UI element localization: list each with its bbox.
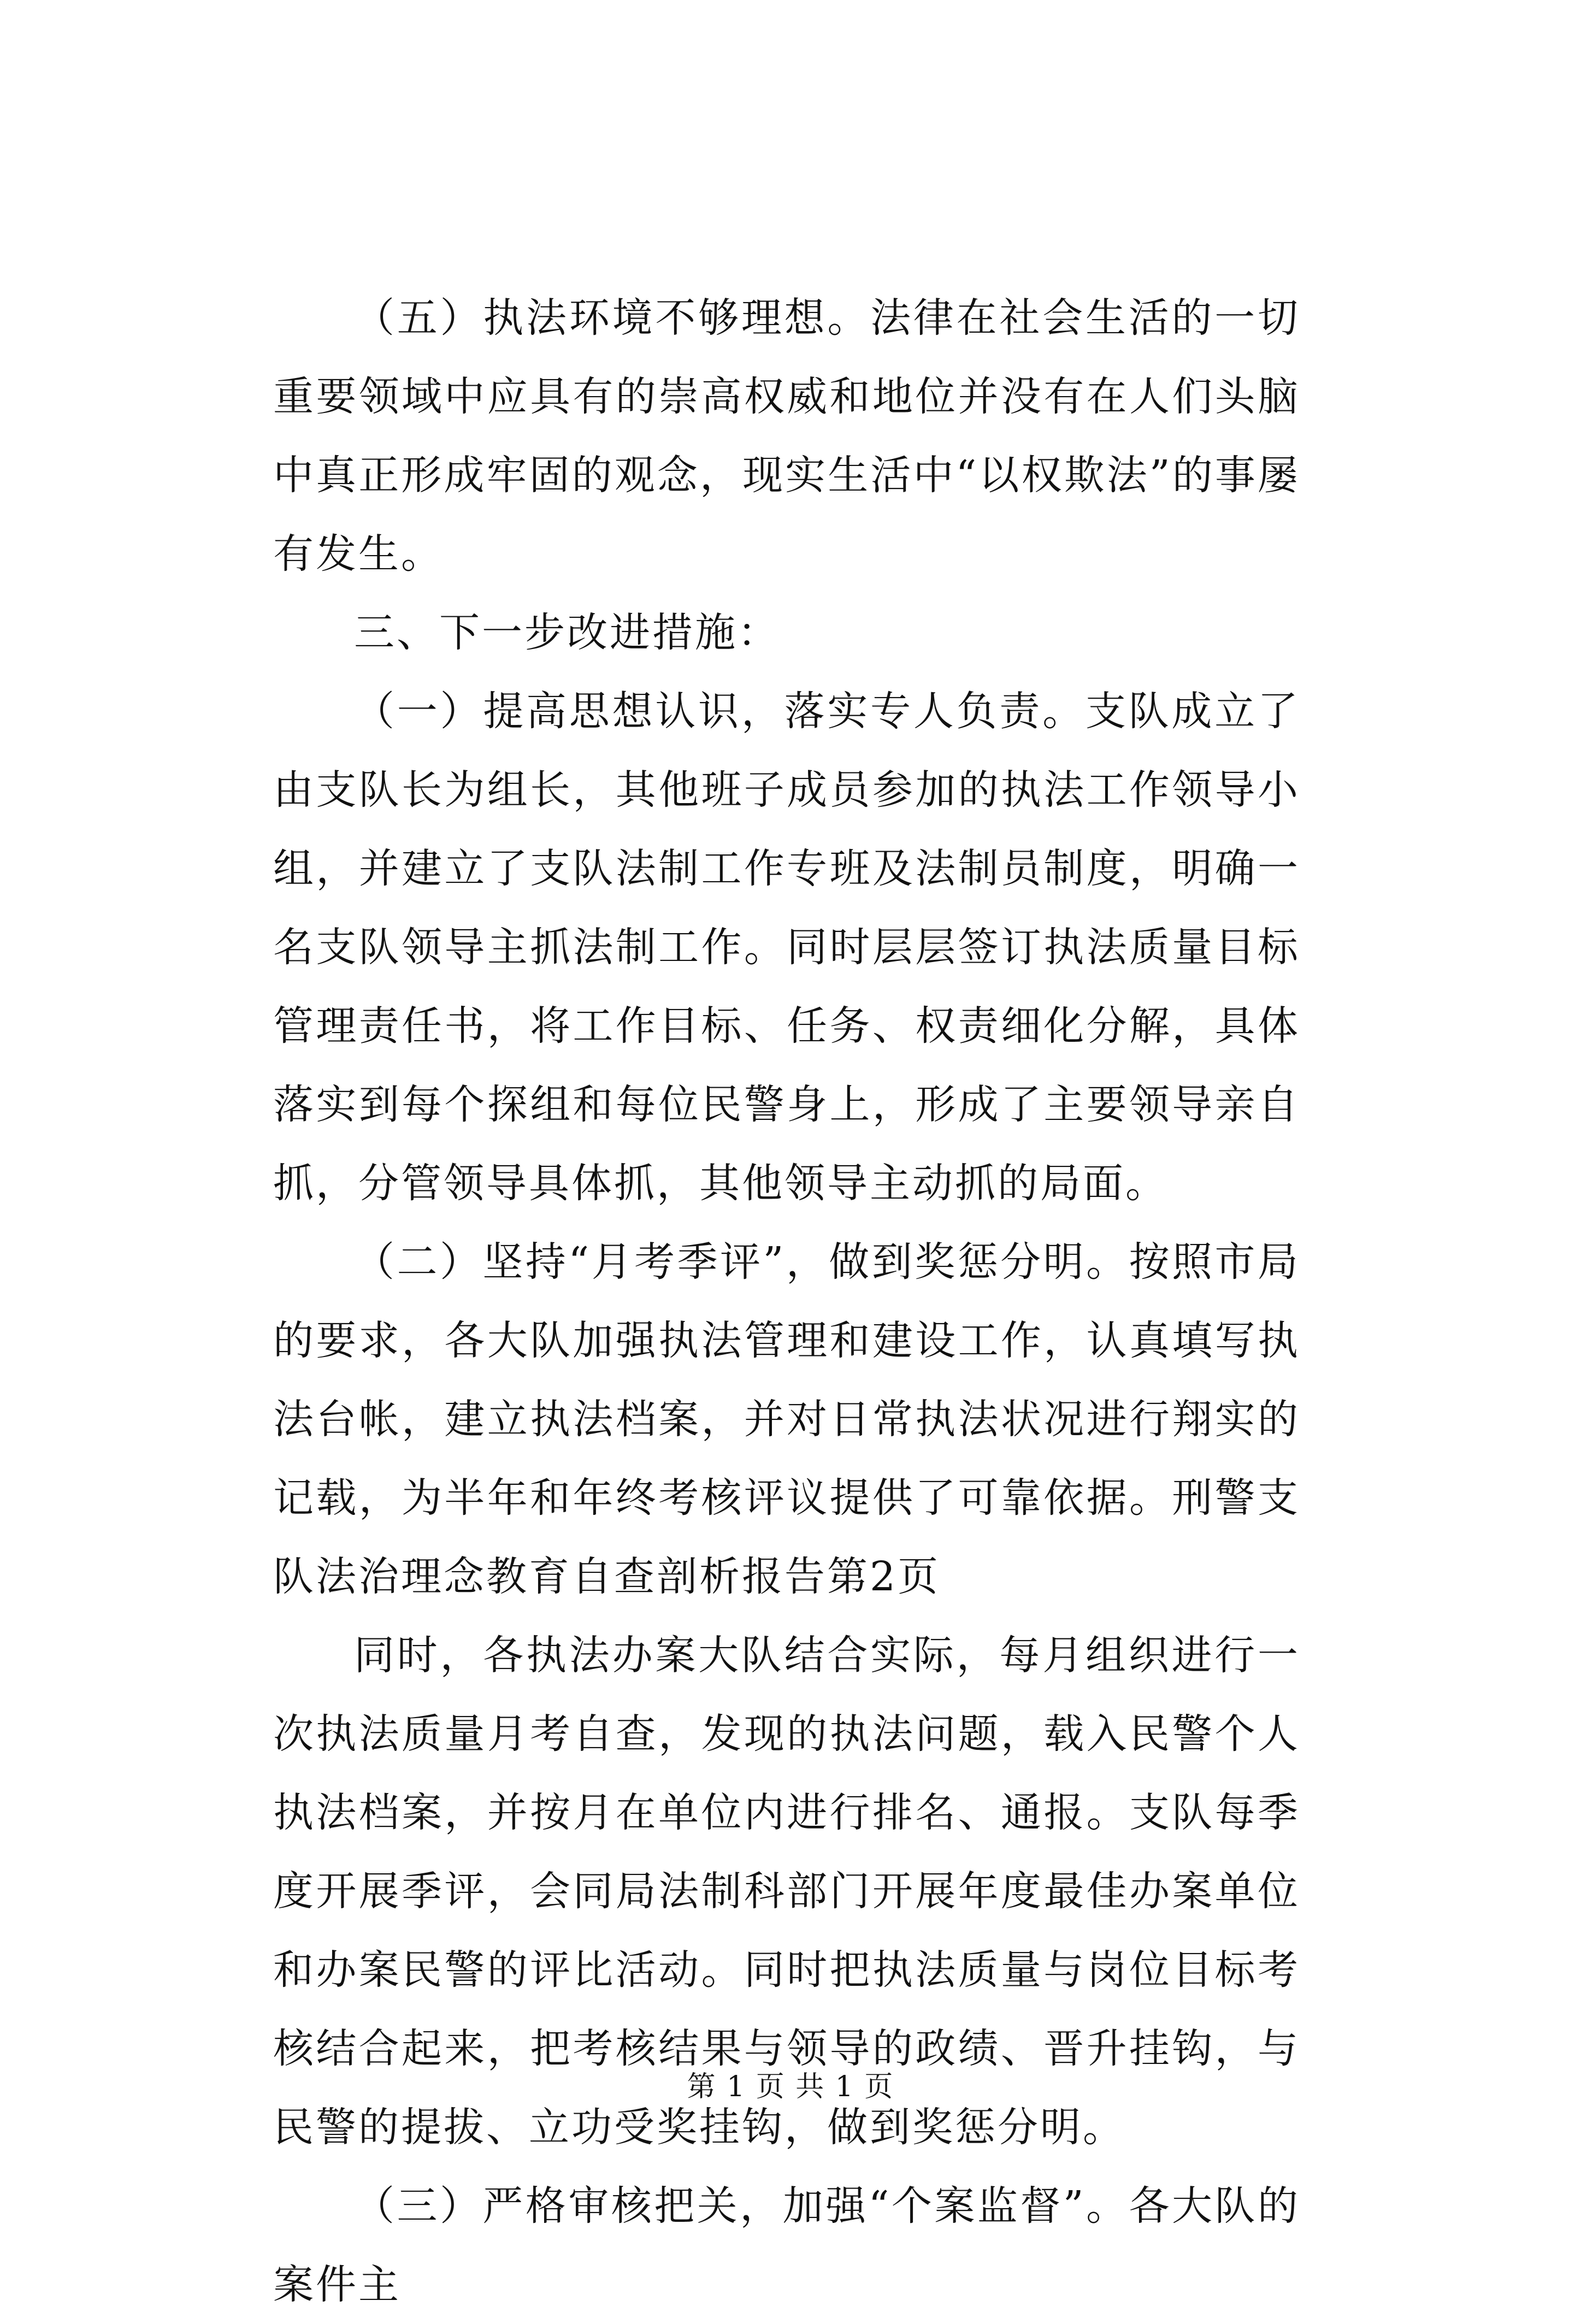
paragraph-measure-1: （一）提高思想认识，落实专人负责。支队成立了由支队长为组长，其他班子成员参加的执法工作领导小组，并建立了支队法制工作专班及法制员制度，明确一名支队领导主抓法制工作。同时层层签订执法质量目标管理责任书，将工作目标、任务、权责细化分解，具体落实到每个探组和每位民警身上，形成了主要领导亲自抓，分管领导具体抓，其他领导主动抓的局面。 <box>273 688 1300 1207</box>
paragraph-measure-2: （二）坚持“月考季评”，做到奖惩分明。按照市局的要求，各大队加强执法管理和建设工作，认真填写执法台帐，建立执法档案，并对日常执法状况进行翔实的记载，为半年和年终考核评议提供了可靠依据。刑警支队法治理念教育自查剖析报告第2页 <box>273 1238 1300 1600</box>
paragraph-measure-2-continued: 同时，各执法办案大队结合实际，每月组织进行一次执法质量月考自查，发现的执法问题，载入民警个人执法档案，并按月在单位内进行排名、通报。支队每季度开展季评，会同局法制科部门开展年度最佳办案单位和办案民警的评比活动。同时把执法质量与岗位目标考核结合起来，把考核结果与领导的政绩、晋升挂钩，与民警的提拔、立功受奖挂钩，做到奖惩分明。 <box>273 1632 1300 2151</box>
document-body <box>273 279 1300 2324</box>
section-heading-improvement-measures: 三、下一步改进措施： <box>354 609 780 656</box>
paragraph-enforcement-environment: （五）执法环境不够理想。法律在社会生活的一切重要领域中应具有的崇高权威和地位并没有在人们头脑中真正形成牢固的观念，现实生活中“以权欺法”的事屡有发生。 <box>273 294 1300 577</box>
page-footer: 第 1 页 共 1 页 <box>687 2071 894 2103</box>
paragraph-measure-3: （三）严格审核把关，加强“个案监督”。各大队的案件主 <box>273 2183 1300 2308</box>
